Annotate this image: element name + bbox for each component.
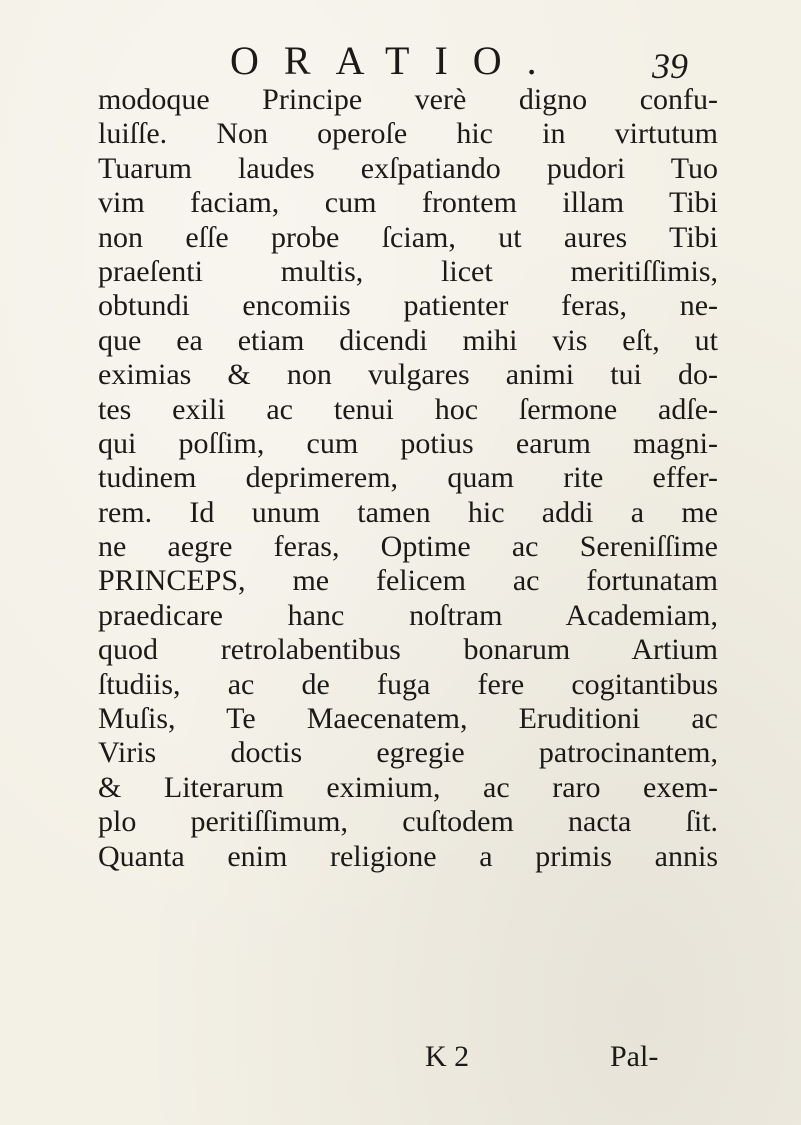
text-line: Viris doctis egregie patrocinantem, [98,736,718,770]
signature-mark: K 2 [425,1040,470,1073]
text-line: non eſſe probe ſciam, ut aures Tibi [98,220,718,254]
text-line: modoque Principe verè digno confu- [98,83,718,116]
text-line: plo peritiſſimum, cuſtodem nacta ſit. [98,805,718,839]
text-line: quod retrolabentibus bonarum Artium [98,633,718,667]
text-line: Tuarum laudes exſpatiando pudori Tuo [98,151,718,185]
text-line: qui poſſim, cum potius earum magni- [98,426,718,460]
running-head [0,36,801,86]
text-line: rem. Id unum tamen hic addi a me [98,495,718,529]
text-line: luiſſe. Non operoſe hic in virtutum [98,117,718,151]
page-footer [0,1038,801,1078]
text-line: & Literarum eximium, ac raro exem- [98,770,718,804]
running-head-title: ORATIO. [230,38,562,83]
catchword: Pal- [610,1040,659,1073]
page-number: 39 [652,46,688,86]
text-line: Muſis, Te Maecenatem, Eruditioni ac [98,702,718,736]
text-line: tes exili ac tenui hoc ſermone adſe- [98,392,718,426]
text-line: eximias & non vulgares animi tui do- [98,358,718,392]
text-line: obtundi encomiis patienter feras, ne- [98,289,718,323]
text-line: praedicare hanc noſtram Academiam, [98,598,718,632]
text-line: tudinem deprimerem, quam rite effer- [98,461,718,495]
text-line: ſtudiis, ac de fuga fere cogitantibus [98,667,718,701]
text-line: Quanta enim religione a primis annis [98,839,718,873]
text-line: vim faciam, cum frontem illam Tibi [98,186,718,220]
text-line: praeſenti multis, licet meritiſſimis, [98,254,718,288]
text-line: PRINCEPS, me felicem ac fortunatam [98,564,718,598]
text-line: que ea etiam dicendi mihi vis eſt, ut [98,323,718,357]
text-line: ne aegre feras, Optime ac Sereniſſime [98,530,718,564]
body-text [98,83,718,874]
